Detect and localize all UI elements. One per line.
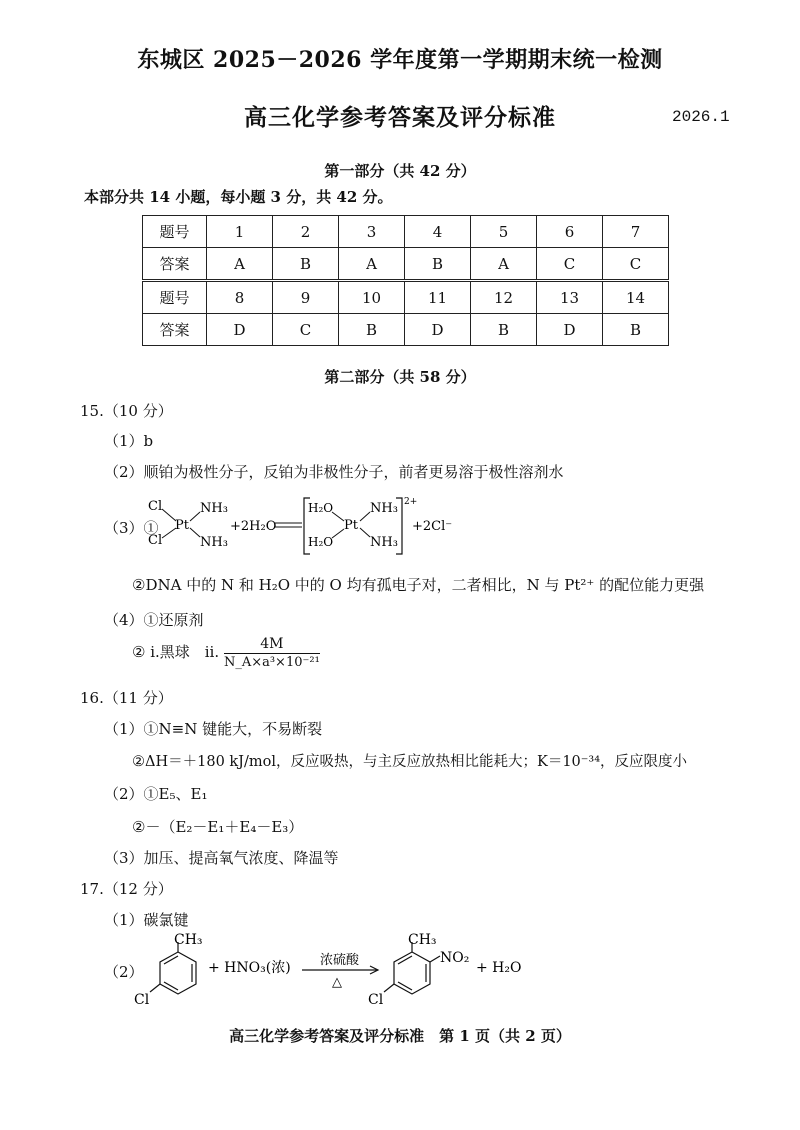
- row-label: 题号: [143, 281, 207, 314]
- row-label: 答案: [143, 248, 207, 281]
- q16-answer-2-2: ②－（E₂－E₁＋E₄－E₃）: [132, 818, 304, 836]
- question-number: 2: [273, 216, 339, 248]
- question-number: 13: [537, 281, 603, 314]
- heat-symbol: △: [332, 975, 342, 990]
- question-number: 8: [207, 281, 273, 314]
- answer-cell: B: [603, 314, 669, 346]
- part1-intro: 本部分共 14 小题，每小题 3 分，共 42 分。: [84, 188, 393, 206]
- methyl-group: CH₃: [408, 932, 437, 948]
- density-fraction: [224, 636, 320, 670]
- chloro-group: Cl: [368, 992, 384, 1008]
- q15-answer-3-label: （3）①: [104, 519, 159, 537]
- q17-answer-2-label: （2）: [104, 963, 144, 981]
- question-number: 6: [537, 216, 603, 248]
- chloride-ligand: Cl: [148, 499, 163, 514]
- answer-cell: B: [405, 248, 471, 281]
- ammine-ligand: NH₃: [370, 535, 398, 550]
- answer-cell: B: [273, 248, 339, 281]
- catalyst-label: 浓硫酸: [320, 953, 360, 968]
- answer-cell: D: [537, 314, 603, 346]
- question-number: 14: [603, 281, 669, 314]
- nitro-group: NO₂: [440, 950, 470, 966]
- question-number: 11: [405, 281, 471, 314]
- water-byproduct: + H₂O: [476, 960, 522, 976]
- answer-cell: A: [471, 248, 537, 281]
- question-number: 10: [339, 281, 405, 314]
- q16-answer-1-2: ②ΔH＝＋180 kJ/mol，反应吸热，与主反应放热相比能耗大；K＝10⁻³⁴，反应限度小: [132, 754, 688, 770]
- answer-cell: C: [537, 248, 603, 281]
- q16-answer-2-1: （2）①E₅、E₁: [104, 785, 208, 803]
- ammine-ligand: NH₃: [200, 501, 228, 516]
- q15-answer-4-2-prefix: ② ⅰ.黑球 ⅱ.: [132, 643, 220, 661]
- q16-answer-3: （3）加压、提高氧气浓度、降温等: [104, 849, 339, 867]
- exam-title: 东城区 2025－2026 学年度第一学期期末统一检测: [137, 47, 663, 73]
- fraction-denominator: N_A×a³×10⁻²¹: [223, 655, 320, 670]
- answer-cell: A: [207, 248, 273, 281]
- row-label: 答案: [143, 314, 207, 346]
- q17-heading: 17.（12 分）: [80, 880, 173, 898]
- page-footer: 高三化学参考答案及评分标准 第 1 页（共 2 页）: [229, 1027, 571, 1045]
- chloride-product: +2Cl⁻: [412, 519, 453, 534]
- question-number: 12: [471, 281, 537, 314]
- question-number: 3: [339, 216, 405, 248]
- answer-cell: D: [405, 314, 471, 346]
- complex-charge: 2+: [404, 497, 418, 507]
- answer-cell: A: [339, 248, 405, 281]
- table-row: [143, 216, 669, 248]
- chloro-group: Cl: [134, 992, 150, 1008]
- platinum-atom: Pt: [344, 518, 358, 533]
- answer-cell: B: [339, 314, 405, 346]
- methyl-group: CH₃: [174, 932, 203, 948]
- fraction-numerator: 4M: [224, 636, 320, 654]
- question-number: 1: [207, 216, 273, 248]
- q15-answer-3-2: ②DNA 中的 N 和 H₂O 中的 O 均有孤电子对，二者相比，N 与 Pt²⁺ 的配位能力更强: [132, 576, 705, 594]
- question-number: 5: [471, 216, 537, 248]
- q15-answer-4-2: [132, 636, 320, 670]
- part2-title: 第二部分（共 58 分）: [324, 368, 476, 386]
- nitration-equation: [130, 932, 550, 1014]
- q16-answer-1-1: （1）①N≡N 键能大，不易断裂: [104, 720, 323, 738]
- nitric-acid-reagent: + HNO₃(浓): [208, 960, 291, 976]
- benzene-ring: [160, 952, 196, 994]
- ammine-ligand: NH₃: [370, 501, 398, 516]
- answer-cell: D: [207, 314, 273, 346]
- answer-cell: C: [273, 314, 339, 346]
- answer-cell: C: [603, 248, 669, 281]
- aqua-ligand: H₂O: [308, 501, 334, 515]
- question-number: 7: [603, 216, 669, 248]
- part1-title: 第一部分（共 42 分）: [324, 162, 476, 180]
- water-reactant: +2H₂O: [230, 519, 277, 534]
- q17-answer-1: （1）碳氯键: [104, 911, 189, 929]
- question-number: 4: [405, 216, 471, 248]
- q15-answer-1: （1）b: [104, 432, 154, 450]
- document-date: 2026.1: [672, 108, 730, 126]
- answer-cell: B: [471, 314, 537, 346]
- table-row: [143, 248, 669, 281]
- q16-heading: 16.（11 分）: [80, 689, 173, 707]
- question-number: 9: [273, 281, 339, 314]
- table-row: [143, 314, 669, 346]
- chloride-ligand: Cl: [148, 533, 163, 548]
- q15-answer-2: （2）顺铂为极性分子，反铂为非极性分子，前者更易溶于极性溶剂水: [104, 463, 564, 481]
- table-row: [143, 281, 669, 314]
- row-label: 题号: [143, 216, 207, 248]
- benzene-ring: [394, 952, 430, 994]
- cisplatin-hydrolysis-equation: [140, 494, 500, 558]
- answer-table: [142, 215, 669, 346]
- q15-heading: 15.（10 分）: [80, 402, 173, 420]
- platinum-atom: Pt: [175, 518, 189, 533]
- aqua-ligand: H₂O: [308, 535, 334, 549]
- document-subtitle: 高三化学参考答案及评分标准: [244, 104, 556, 131]
- ammine-ligand: NH₃: [200, 535, 228, 550]
- q15-answer-4-1: （4）①还原剂: [104, 611, 204, 629]
